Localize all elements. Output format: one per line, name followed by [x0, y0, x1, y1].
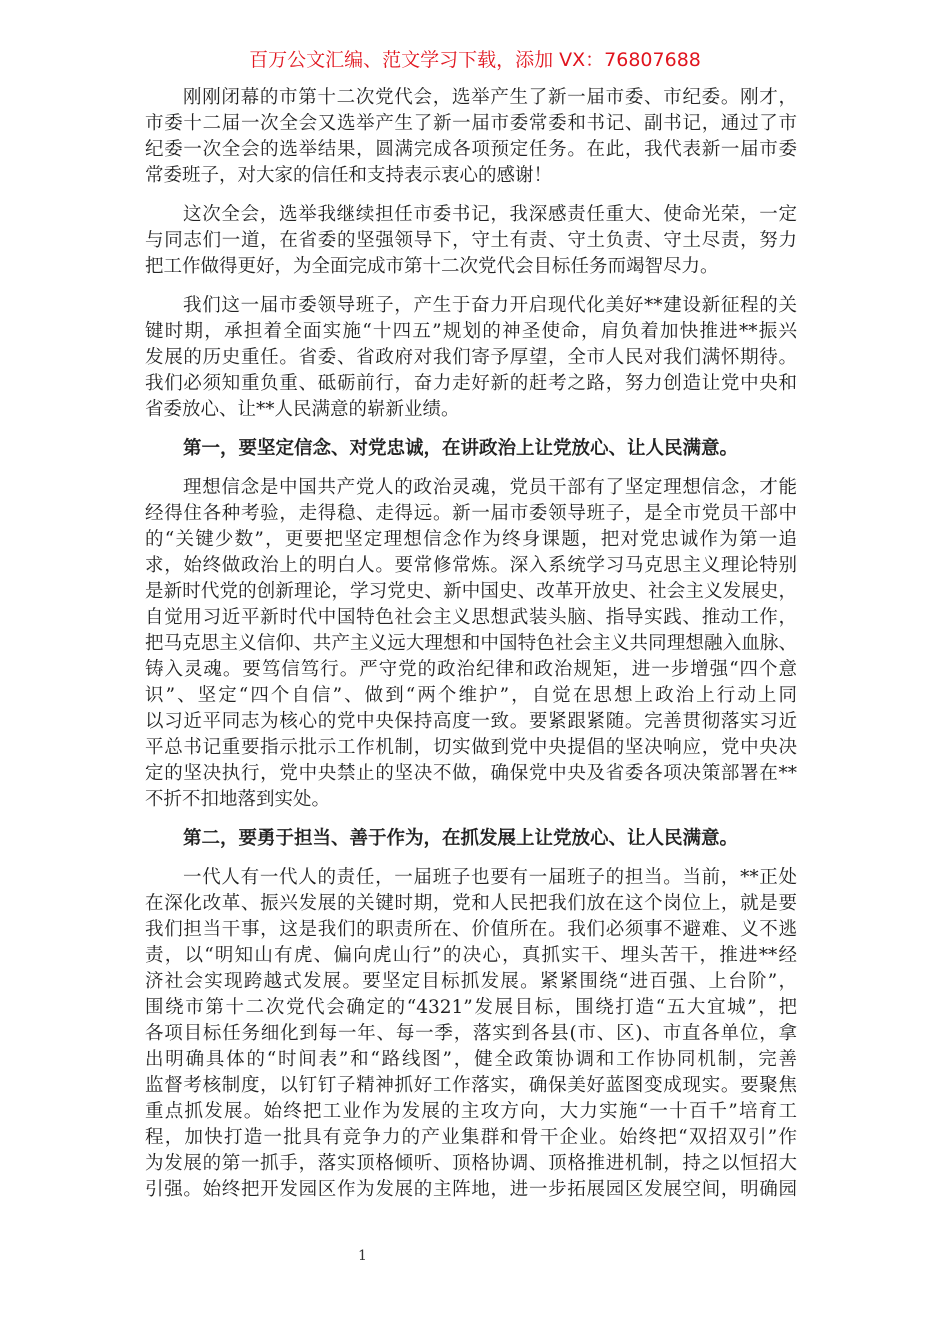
text-line: 程，加快打造一批具有竞争力的产业集群和骨干企业。始终把“双招双引”作	[145, 1127, 797, 1148]
text-line: 我们必须知重负重、砥砺前行，奋力走好新的赶考之路，努力创造让党中央和	[145, 373, 797, 394]
text-line: 常委班子，对大家的信任和支持表示衷心的感谢！	[145, 165, 553, 186]
text-line: 一代人有一代人的责任，一届班子也要有一届班子的担当。当前，**正处	[183, 867, 797, 888]
text-line: 把马克思主义信仰、共产主义远大理想和中国特色社会主义共同理想融入血脉、	[145, 633, 797, 654]
text-line: 识”、坚定“四个自信”、做到“两个维护”，自觉在思想上政治上行动上同	[145, 685, 797, 706]
text-line: 把工作做得更好，为全面完成市第十二次党代会目标任务而竭智尽力。	[145, 256, 719, 277]
text-line: 省委放心、让**人民满意的崭新业绩。	[145, 399, 460, 420]
paragraph	[145, 475, 797, 813]
text-line: 在深化改革、振兴发展的关键时期，党和人民把我们放在这个岗位上，就是要	[145, 893, 797, 914]
paragraph	[145, 865, 797, 1203]
text-line: 出明确具体的“时间表”和“路线图”，健全政策协调和工作协同机制，完善	[145, 1049, 797, 1070]
text-line: 监督考核制度，以钉钉子精神抓好工作落实，确保美好蓝图变成现实。要聚焦	[145, 1075, 797, 1096]
text-line: 第一，要坚定信念、对党忠诚，在讲政治上让党放心、让人民满意。	[183, 438, 739, 459]
paragraph	[145, 85, 797, 189]
text-line: 刚刚闭幕的市第十二次党代会，选举产生了新一届市委、市纪委。刚才，	[183, 87, 797, 108]
text-line: 这次全会，选举我继续担任市委书记，我深感责任重大、使命光荣，一定	[183, 204, 797, 225]
text-line: 各项目标任务细化到每一年、每一季，落实到各县(市、区)、市直各单位，拿	[145, 1023, 797, 1044]
text-line: 责，以“明知山有虎、偏向虎山行”的决心，真抓实干、埋头苦干，推进**经	[145, 945, 797, 966]
paragraph	[145, 293, 797, 423]
text-line: 为发展的第一抓手，落实顶格倾听、顶格协调、顶格推进机制，持之以恒招大	[145, 1153, 797, 1174]
text-line: 是新时代党的创新理论，学习党史、新中国史、改革开放史、社会主义发展史，	[145, 581, 797, 602]
section-heading	[145, 436, 797, 462]
text-line: 第二，要勇于担当、善于作为，在抓发展上让党放心、让人民满意。	[183, 828, 739, 849]
text-line: 重点抓发展。始终把工业作为发展的主攻方向，大力实施“一十百千”培育工	[145, 1101, 797, 1122]
text-line: 平总书记重要指示批示工作机制，切实做到党中央提倡的坚决响应，党中央决	[145, 737, 797, 758]
text-line: 自觉用习近平新时代中国特色社会主义思想武装头脑、指导实践、推动工作，	[145, 607, 797, 628]
text-line: 我们这一届市委领导班子，产生于奋力开启现代化美好**建设新征程的关	[183, 295, 797, 316]
text-line: 定的坚决执行，党中央禁止的坚决不做，确保党中央及省委各项决策部署在**	[145, 763, 797, 784]
text-line: 济社会实现跨越式发展。要坚定目标抓发展。紧紧围绕“进百强、上台阶”，	[145, 971, 797, 992]
text-line: 理想信念是中国共产党人的政治灵魂，党员干部有了坚定理想信念，才能	[183, 477, 797, 498]
text-line: 发展的历史重任。省委、省政府对我们寄予厚望，全市人民对我们满怀期待。	[145, 347, 797, 368]
paragraph	[145, 202, 797, 280]
text-line: 市委十二届一次全会又选举产生了新一届市委常委和书记、副书记，通过了市	[145, 113, 797, 134]
text-line: 纪委一次全会的选举结果，圆满完成各项预定任务。在此，我代表新一届市委	[145, 139, 797, 160]
document-body	[145, 85, 797, 1216]
watermark-header: 百万公文汇编、范文学习下载，添加 VX：76807688	[249, 49, 701, 71]
text-line: 求，始终做政治上的明白人。要常修常炼。深入系统学习马克思主义理论特别	[145, 555, 797, 576]
text-line: 围绕市第十二次党代会确定的“4321”发展目标，围绕打造“五大宜城”，把	[145, 997, 797, 1018]
text-line: 与同志们一道，在省委的坚强领导下，守土有责、守土负责、守土尽责，努力	[145, 230, 797, 251]
text-line: 引强。始终把开发园区作为发展的主阵地，进一步拓展园区发展空间，明确园	[145, 1179, 797, 1200]
text-line: 键时期，承担着全面实施“十四五”规划的神圣使命，肩负着加快推进**振兴	[145, 321, 797, 342]
page-number: 1	[358, 1248, 367, 1264]
text-line: 铸入灵魂。要笃信笃行。严守党的政治纪律和政治规矩，进一步增强“四个意	[145, 659, 797, 680]
text-line: 以习近平同志为核心的党中央保持高度一致。要紧跟紧随。完善贯彻落实习近	[145, 711, 797, 732]
text-line: 我们担当干事，这是我们的职责所在、价值所在。我们必须事不避难、义不逃	[145, 919, 797, 940]
text-line: 经得住各种考验，走得稳、走得远。新一届市委领导班子，是全市党员干部中	[145, 503, 797, 524]
section-heading	[145, 826, 797, 852]
text-line: 不折不扣地落到实处。	[145, 789, 331, 810]
text-line: 的“关键少数”，更要把坚定理想信念作为终身课题，把对党忠诚作为第一追	[145, 529, 797, 550]
